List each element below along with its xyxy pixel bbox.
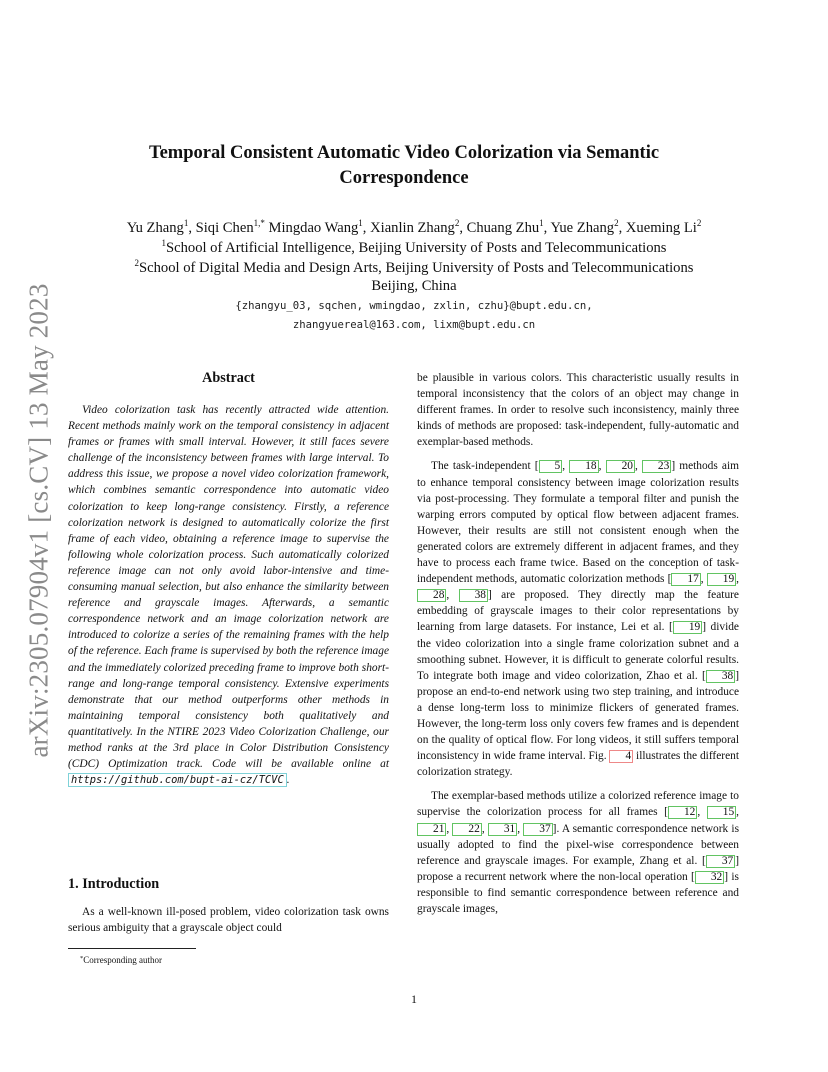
right-column-text: [417, 370, 739, 917]
author-affil-mark: 2: [696, 218, 702, 228]
author-name: Chuang Zhu: [466, 220, 540, 236]
email-line-2: zhangyuereal@163.com, lixm@bupt.edu.cn: [292, 319, 536, 331]
citation-link[interactable]: 28: [417, 589, 446, 602]
introduction-paragraph: As a well-known ill-posed problem, video colorization task owns serious ambiguity that a grayscale object could: [68, 906, 389, 935]
author-affil-mark: 1: [539, 218, 544, 228]
author: [550, 220, 625, 236]
footnote-mark: *: [80, 955, 84, 962]
citation-link[interactable]: 19: [673, 621, 702, 634]
abstract-body: [68, 402, 389, 788]
introduction-heading: 1. Introduction: [68, 876, 160, 892]
citation-link[interactable]: 22: [452, 823, 481, 836]
citation-link[interactable]: 20: [606, 460, 635, 473]
paragraph-task-independent: The task-independent [ 5 , 18 , 20 , 23 ] methods aim to enhance temporal consistency between image colorization results via post-processing. They formulate a temporal filter and punish the warping errors computed by optical flow between adjacent frames. However, their results are still not consistent enough when the generated colors are extremely different in adjacent frames, and they have to process each frame twice. Based on the conception of task-independent methods, automatic colorization methods [ 17 , 19 , 28 , 38 ] are proposed. They directly map the feature embedding of grayscale images to their color representations by learning from large datasets. For instance, Lei et al. [ 19 ] divide the video colorization into a single frame colorization subnet and a smoothing subnet. However, it is difficult to generate colorful results. To integrate both image and video colorization, Zhao et al. [ 38 ] propose an end-to-end network using two step training, and introduce a dense long-term loss to minimize flickers of generated frames. However, the long-term loss only covers few frames and is dependent on the quality of optical flow. For long videos, it still suffers temporal inconsistency in wide frame interval. Fig. 4 illustrates the different colorization strategy.: [417, 460, 740, 779]
author: [626, 220, 701, 236]
citation-link[interactable]: 38: [459, 589, 488, 602]
introduction-section: [68, 876, 389, 936]
footnote: [80, 953, 162, 966]
arxiv-id-text: arXiv:2305.07904v1 [cs.CV] 13 May 2023: [23, 282, 54, 758]
paragraph-text: ] methods aim to enhance temporal consistency between image colorization results via post-processing. They formulate a temporal filter and punish the warping errors computed by optical flow between adjacent frames. However, their results are still not consistent enough when the generated colors are extremely different in adjacent frames, and they have to process each frame twice. Based on the conception of task-independent methods, automatic colorization methods [: [417, 460, 740, 586]
code-repository-link[interactable]: https://github.com/bupt-ai-cz/TCVC: [68, 773, 287, 787]
author: [370, 220, 467, 236]
affiliation-text: School of Digital Media and Design Arts, Beijing University of Posts and Telecommunications: [139, 260, 694, 276]
footnote-text: Corresponding author: [83, 955, 162, 965]
author-affil-mark: 2: [614, 218, 619, 228]
author-affil-mark: 1,*: [253, 218, 265, 228]
abstract-text: Video colorization task has recently attracted wide attention. Recent methods mainly work on the temporal consistency in adjacent frames or frames with small interval. However, it still faces severe challenge of the inconsistency between frames with large interval. To address this issue, we propose a novel video colorization framework, which combines semantic correspondence into automatic video colorization to keep long-range consistency. Firstly, a reference colorization network is designed to automatically colorize the first frame of each video, obtaining a reference image to supervise the following whole colorization process. Such automatically colorized reference image can not only avoid labor-intensive and time-consuming manual selection, but also enhance the similarity between reference and grayscale images. Afterwards, a semantic correspondence network and an image colorization network are introduced to colorize a series of the remaining frames with the help of the reference. Each frame is supervised by both the reference image and the immediately colorized preceding frame to improve both short-range and long-range temporal consistency. Extensive experiments demonstrate that our method outperforms other methods in maintaining temporal consistency both qualitatively and quantitatively. In the NTIRE 2023 Video Colorization Challenge, our method ranks at the 3rd place in Color Distribution Consistency (CDC) Optimization track. Code will be available online at: [68, 404, 389, 771]
paragraph-text: ] are proposed. They directly map the feature embedding of grayscale images to their color representations by learning from large datasets. For instance, Lei et al. [: [417, 589, 739, 634]
affiliation-2: [40, 258, 788, 278]
author-list: [40, 218, 788, 238]
arxiv-identifier-stamp: [19, 280, 59, 760]
author-separator: ,: [459, 220, 467, 236]
paragraph-text: illustrates the different colorization strategy.: [417, 750, 739, 779]
figure-reference-link[interactable]: 4: [609, 750, 633, 763]
abstract-end: .: [286, 774, 290, 787]
paragraph-continuation: be plausible in various colors. This characteristic usually results in temporal inconsistency that the colors of an object may change in different frames. In order to resolve such inconsistency, mainly three kinds of methods are proposed: task-independent, fully-automatic and exemplar-based methods.: [417, 372, 739, 449]
author: [127, 220, 196, 236]
paragraph-text: ]. A semantic correspondence network is usually adopted to find the pixel-wise correspondence between reference and grayscale images. For example, Zhang et al. [: [417, 822, 740, 867]
author-separator: ,: [188, 220, 196, 236]
affiliation-location: Beijing, China: [371, 278, 457, 294]
author-name: Yu Zhang: [126, 220, 184, 236]
affiliation-text: School of Artificial Intelligence, Beijing University of Posts and Telecommunications: [166, 240, 667, 256]
author-affil-mark: 1: [183, 218, 189, 228]
citation-link[interactable]: 12: [668, 806, 697, 819]
author-separator: ,: [362, 220, 371, 236]
citation-link[interactable]: 21: [417, 823, 446, 836]
affiliation-mark: 2: [134, 258, 140, 268]
title-line-1: Temporal Consistent Automatic Video Colorization via Semantic: [148, 143, 660, 163]
footnote-divider: [68, 948, 196, 949]
author-affil-mark: 1: [358, 218, 363, 228]
abstract-section: [68, 370, 389, 788]
citation-link[interactable]: 19: [707, 573, 736, 586]
paragraph-text: The exemplar-based methods utilize a colorized reference image to supervise the colorization process for all frames [: [417, 790, 739, 819]
paragraph-exemplar-based: The exemplar-based methods utilize a colorized reference image to supervise the colorization process for all frames [ 12 , 15 , 21 , 22 , 31 , 37 ]. A semantic correspondence network is usually adopted to find the pixel-wise correspondence between reference and grayscale images. For example, Zhang et al. [ 37 ] propose a recurrent network where the non-local operation [ 32 ] is responsible to find semantic correspondence between reference and grayscale images,: [417, 790, 740, 915]
citation-link[interactable]: 17: [671, 573, 700, 586]
author-separator: ,: [543, 220, 551, 236]
paragraph-text: The task-independent [: [431, 460, 539, 473]
author-name: Mingdao Wang: [268, 220, 359, 236]
citation-link[interactable]: 38: [706, 670, 735, 683]
citation-link[interactable]: 15: [707, 806, 736, 819]
citation-link[interactable]: 31: [488, 823, 517, 836]
author-affil-mark: 2: [454, 218, 460, 228]
citation-link[interactable]: 23: [642, 460, 671, 473]
citation-link[interactable]: 32: [695, 871, 724, 884]
page-number: 1: [411, 992, 417, 1006]
author: [467, 220, 551, 236]
citation-link[interactable]: 37: [706, 855, 735, 868]
paragraph-text: ] propose a recurrent network where the non-local operation [: [417, 854, 739, 883]
author-name: Xueming Li: [625, 220, 697, 236]
author: [269, 220, 371, 236]
author-name: Xianlin Zhang: [370, 220, 455, 236]
author-name: Siqi Chen: [195, 220, 254, 236]
abstract-heading: Abstract: [202, 370, 255, 386]
email-line-1: {zhangyu_03, sqchen, wmingdao, zxlin, czhu}@bupt.edu.cn,: [235, 300, 593, 312]
paragraph-text: ] propose an end-to-end network using two step training, and introduce a dense long-term loss to minimize flickers of generated frames. However, the long-term loss only covers few frames and is dependent on the quality of optical flow. For long videos, it still suffers temporal inconsistency in wide frame interval. Fig.: [417, 669, 739, 763]
title-line-2: Correspondence: [339, 168, 469, 188]
author: [196, 220, 269, 236]
paper-title: [90, 141, 718, 191]
affiliation-1: [40, 238, 788, 258]
author-separator: ,: [618, 220, 626, 236]
paragraph-text: ] divide the video colorization into a single frame colorization subnet and a smoothing subnet. However, it is difficult to generate colorful results. To integrate both image and video colorization, Zhao et al. [: [417, 621, 739, 682]
citation-link[interactable]: 37: [523, 823, 552, 836]
paragraph-text: ] is responsible to find semantic correspondence between reference and grayscale images,: [417, 870, 739, 915]
author-name: Yue Zhang: [550, 220, 615, 236]
affiliation-mark: 1: [161, 238, 166, 248]
citation-link[interactable]: 18: [569, 460, 598, 473]
citation-link[interactable]: 5: [539, 460, 563, 473]
